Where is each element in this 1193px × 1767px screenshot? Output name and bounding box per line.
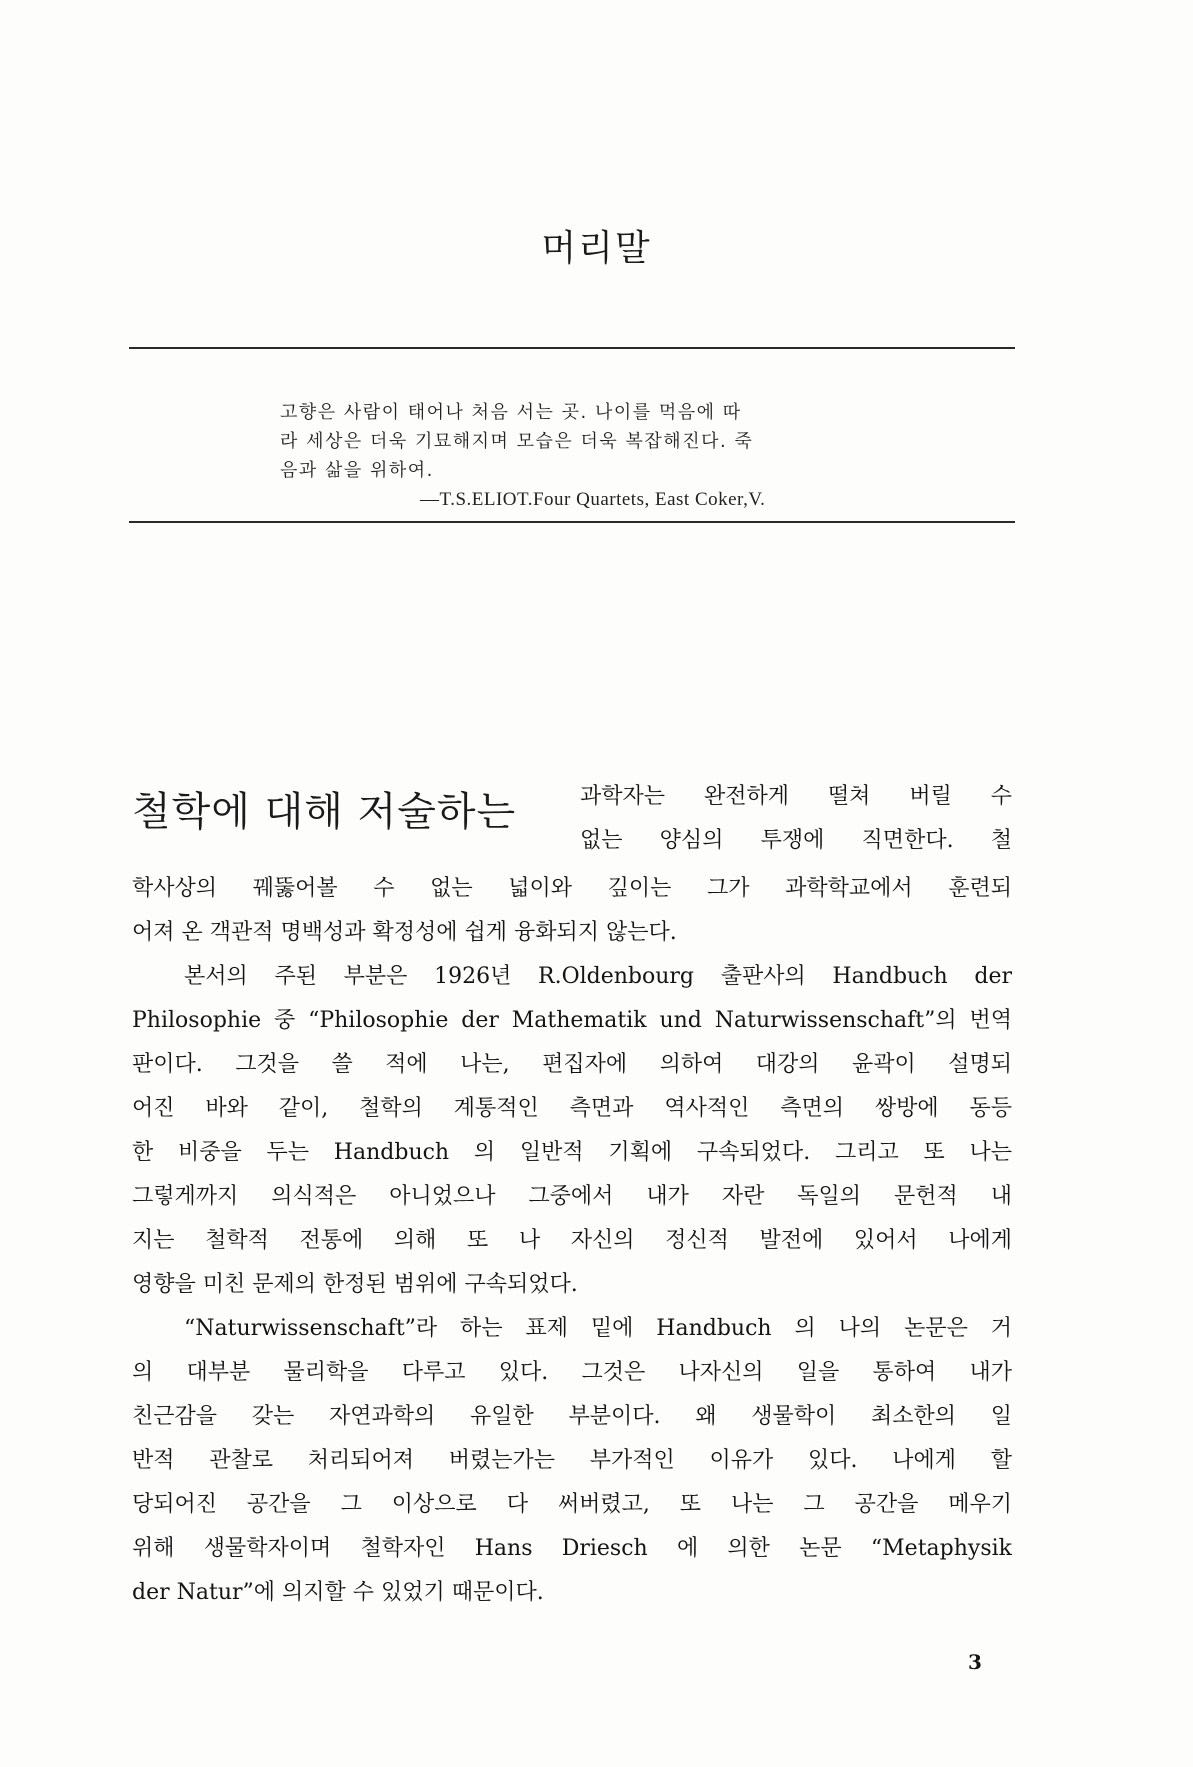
body-line: 학사상의 꿰뚫어볼 수 없는 넓이와 깊이는 그가 과학학교에서 훈련되: [132, 876, 1012, 901]
body-line: 의 대부분 물리학을 다루고 있다. 그것은 나자신의 일을 통하여 내가: [132, 1360, 1012, 1385]
body-line: 그렇게까지 의식적은 아니었으나 그중에서 내가 자란 독일의 문헌적 내: [132, 1184, 1012, 1209]
epigraph-attribution: —T.S.ELIOT.Four Quartets, East Coker,V.: [420, 489, 766, 510]
epigraph-top-rule: [129, 347, 1015, 349]
body-line: 반적 관찰로 처리되어져 버렸는가는 부가적인 이유가 있다. 나에게 할: [132, 1448, 1012, 1473]
page-number: 3: [968, 1650, 982, 1674]
lead-side-line: 과학자는 완전하게 떨쳐 버릴 수: [580, 784, 1012, 809]
lead-side-text: [580, 775, 1012, 863]
body-line: 당되어진 공간을 그 이상으로 다 써버렸고, 또 나는 그 공간을 메우기: [132, 1492, 1012, 1517]
body-line: Philosophie 중 “Philosophie der Mathematik und Naturwissenschaft”의 번역: [132, 1008, 1012, 1033]
body-line: 어져 온 객관적 명백성과 확정성에 쉽게 융화되지 않는다.: [132, 920, 677, 945]
epigraph-line: 라 세상은 더욱 기묘해지며 모습은 더욱 복잡해진다. 죽: [280, 431, 754, 452]
body-line: 판이다. 그것을 쓸 적에 나는, 편집자에 의하여 대강의 윤곽이 설명되: [132, 1052, 1012, 1077]
lead-heading: 철학에 대해 저술하는: [132, 789, 517, 835]
body-line: 친근감을 갖는 자연과학의 유일한 부분이다. 왜 생물학이 최소한의 일: [132, 1404, 1012, 1429]
page-title: 머리말: [541, 228, 652, 269]
epigraph-bottom-rule: [129, 521, 1015, 523]
epigraph-line: 고향은 사람이 태어나 처음 서는 곳. 나이를 먹음에 따: [280, 402, 742, 423]
lead-side-line: 없는 양심의 투쟁에 직면한다. 철: [580, 828, 1012, 853]
body-line: der Natur”에 의지할 수 있었기 때문이다.: [132, 1580, 544, 1605]
body-text: [132, 867, 1012, 1615]
epigraph: [280, 398, 865, 514]
body-line: 지는 철학적 전통에 의해 또 나 자신의 정신적 발전에 있어서 나에게: [132, 1228, 1012, 1253]
body-line: 어진 바와 같이, 철학의 계통적인 측면과 역사적인 측면의 쌍방에 동등: [132, 1096, 1012, 1121]
body-line: 영향을 미친 문제의 한정된 범위에 구속되었다.: [132, 1272, 578, 1297]
body-line: 본서의 주된 부분은 1926년 R.Oldenbourg 출판사의 Handbuch der: [184, 964, 1012, 989]
body-line: “Naturwissenschaft”라 하는 표제 밑에 Handbuch 의 나의 논문은 거: [184, 1316, 1012, 1341]
body-line: 위해 생물학자이며 철학자인 Hans Driesch 에 의한 논문 “Metaphysik: [132, 1536, 1012, 1561]
epigraph-line: 음과 삶을 위하여.: [280, 460, 434, 481]
body-line: 한 비중을 두는 Handbuch 의 일반적 기획에 구속되었다. 그리고 또 나는: [132, 1140, 1012, 1165]
